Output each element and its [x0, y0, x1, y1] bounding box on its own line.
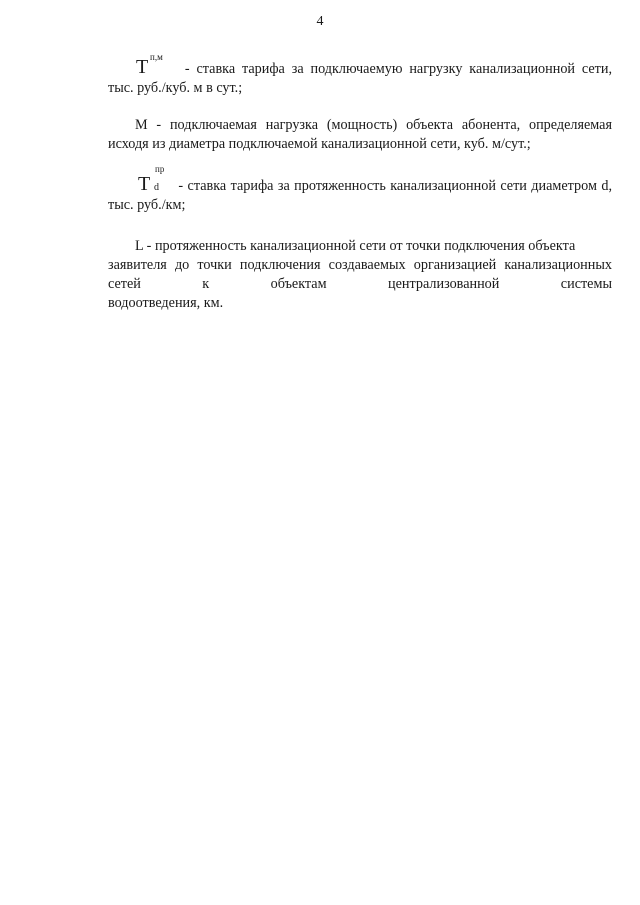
definition-line: L - протяженность канализационной сети от точки подключения объекта [135, 238, 576, 254]
document-body [108, 52, 612, 313]
definition-text: - ставка тарифа за подключаемую нагрузку канализационной сети, тыс. руб./куб. м в сут.; [108, 61, 612, 96]
page-number: 4 [316, 14, 324, 29]
symbol-letter: T [138, 173, 151, 195]
definition-text: М - подключаемая нагрузка (мощность) объекта абонента, определяемая исходя из диаметра подключаемой канализационной сети, куб. м/сут.; [108, 117, 612, 152]
formula-symbol [136, 52, 178, 78]
definition-line: водоотведения, км. [108, 295, 224, 311]
definition-text: - ставка тарифа за протяженность канализационной сети диаметром d, тыс. руб./км; [108, 178, 612, 213]
formula-symbol [138, 164, 174, 195]
definition-length [108, 237, 612, 313]
definition-tariff-length [108, 164, 612, 215]
symbol-superscript: пр [155, 164, 165, 174]
definition-load [108, 116, 612, 154]
definition-tariff-load [108, 52, 612, 98]
symbol-letter: T [136, 56, 149, 78]
symbol-superscript: п,м [150, 52, 163, 62]
symbol-subscript: d [154, 182, 159, 193]
definition-line: заявителя до точки подключения создаваемых организацией канализационных сетей к объектам централизованной системы [108, 257, 612, 292]
